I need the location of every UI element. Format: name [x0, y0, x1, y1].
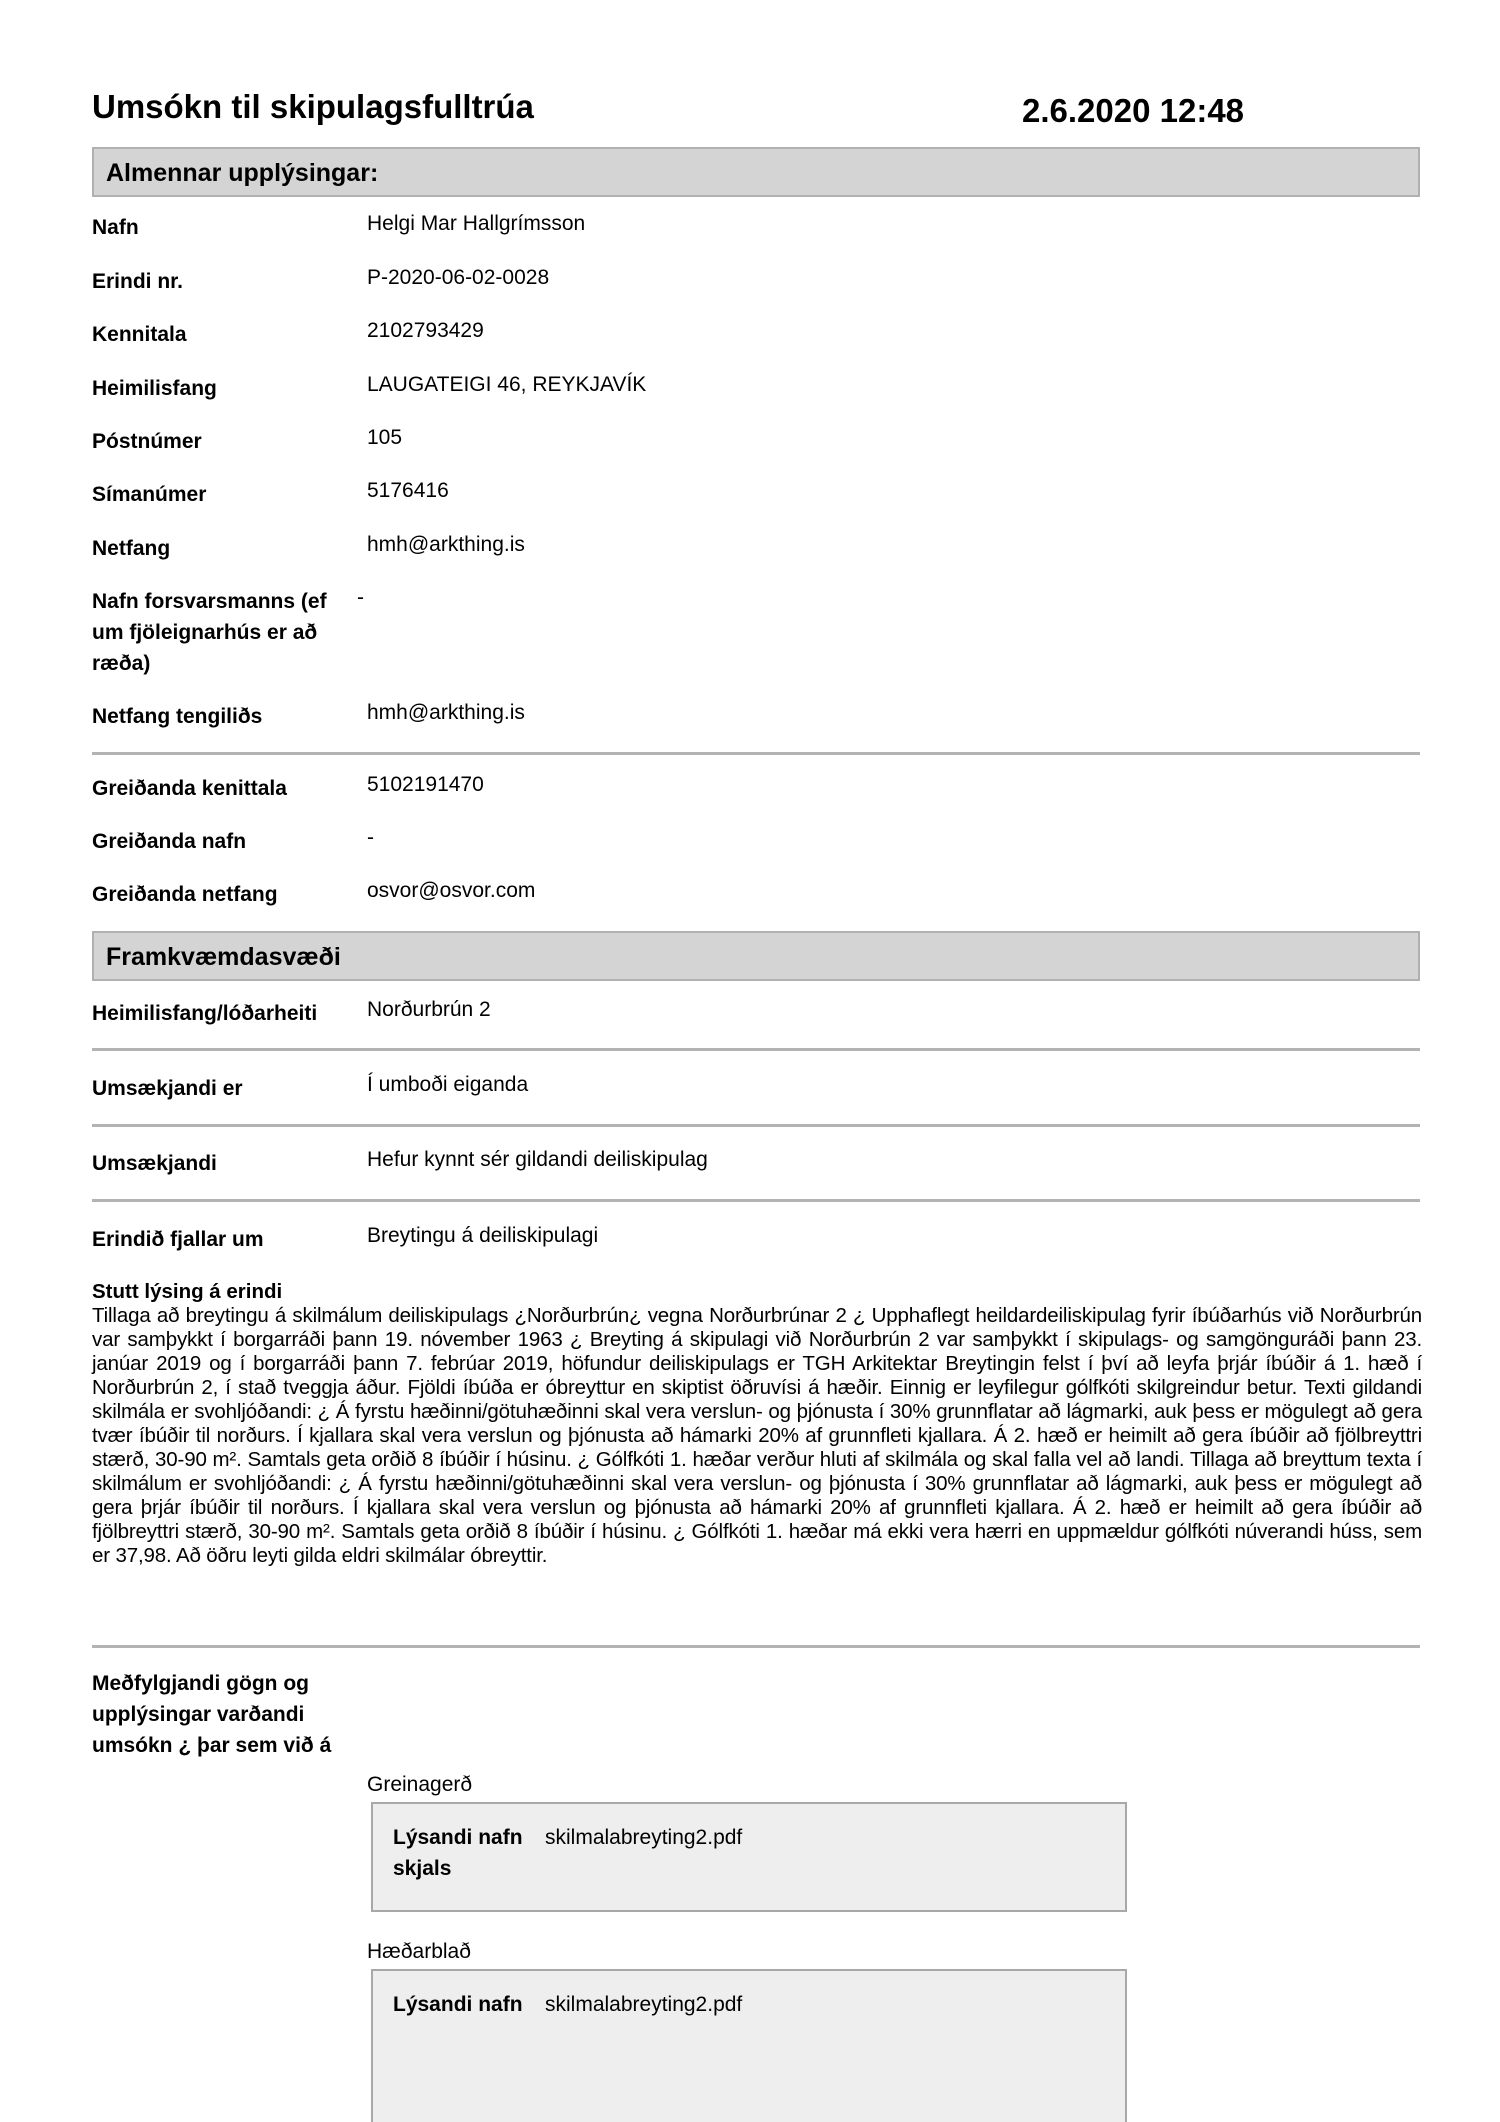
field-label: Umsækjandi: [92, 1152, 217, 1175]
field-label: Greiðanda kenittala: [92, 777, 287, 800]
field-value: 2102793429: [367, 319, 484, 342]
document-datetime: 2.6.2020 12:48: [1022, 92, 1245, 129]
divider: [92, 752, 1420, 755]
field-value: -: [367, 826, 374, 849]
description-label: Stutt lýsing á erindi: [92, 1280, 283, 1303]
field-label: Nafn: [92, 216, 139, 239]
field-value: osvor@osvor.com: [367, 879, 536, 902]
field-value: 105: [367, 426, 403, 449]
attachments-label: Meðfylgjandi gögn og upplýsingar varðandi umsókn ¿ þar sem við á: [92, 1672, 332, 1757]
field-label: Netfang tengiliðs: [92, 705, 263, 728]
description-block: [92, 1280, 1422, 1568]
field-label: Heimilisfang/lóðarheiti: [92, 1002, 318, 1025]
attachment-box: [371, 1802, 1127, 1912]
divider: [92, 1645, 1420, 1648]
field-label: Nafn forsvarsmanns (ef um fjöleignarhús er að ræða): [92, 590, 327, 675]
field-label: Greiðanda netfang: [92, 883, 278, 906]
page-header: [92, 88, 1420, 138]
field-label: Erindi nr.: [92, 270, 184, 293]
attachment-title: Greinagerð: [367, 1773, 473, 1796]
field-value: Í umboði eiganda: [367, 1073, 529, 1096]
attachment-title: Hæðarblað: [367, 1940, 471, 1963]
field-value: hmh@arkthing.is: [367, 701, 525, 724]
field-value: LAUGATEIGI 46, REYKJAVÍK: [367, 373, 647, 396]
section-title: Framkvæmdasvæði: [106, 943, 341, 971]
field-label: Heimilisfang: [92, 377, 217, 400]
description-text: Tillaga að breytingu á skilmálum deiliskipulags ¿Norðurbrún¿ vegna Norðurbrúnar 2 ¿ Upphaflegt heildardeiliskipulag fyrir íbúðarhús við Norðurbrún var samþykkt í borgarráði þann 19. nóvember 1963 ¿ Breyting á skipulagi við Norðurbrún 2 var samþykkt í skipulags- og samgönguráði þann 23. janúar 2019 og í borgarráði þann 7. febrúar 2019, höfundur deiliskipulags er TGH Arkitektar Breytingin felst í því að leyfa þrjár íbúðir á 1. hæð í Norðurbrún 2, í stað tveggja áður. Fjöldi íbúða er óbreyttur en skiptist öðruvísi á hæðir. Einnig er leyfilegur gólfkóti skilgreindur betur. Texti gildandi skilmála er svohljóðandi: ¿ Á fyrstu hæðinni/götuhæðinni skal vera verslun- og þjónusta í 30% grunnflatar að lágmarki, auk þess er mögulegt að gera tvær íbúðir til norðurs. Í kjallara skal vera verslun og þjónusta að hámarki 20% af grunnfleti kjallara. Á 2. hæð er heimilt að gera íbúðir að fjölbreyttri stærð, 30-90 m². Samtals geta orðið 8 íbúðir í húsinu. ¿ Gólfkóti 1. hæðar verður hluti af skilmála og skal falla vel að landi. Tillaga að breyttum texta í skilmálum er svohljóðandi: ¿ Á fyrstu hæðinni/götuhæðinni skal vera verslun- og þjónusta í 30% grunnflatar að lágmarki, auk þess er mögulegt að gera þrjár íbúðir til norðurs. Í kjallara skal vera verslun og þjónusta að hámarki 20% af grunnfleti kjallara. Á 2. hæð er heimilt að gera íbúðir að fjölbreyttri stærð, 30-90 m². Samtals geta orðið 8 íbúðir í húsinu. ¿ Gólfkóti 1. hæðar má ekki vera hærri en uppmældur gólfkóti núverandi húss, sem er 37,98. Að öðru leyti gilda eldri skilmálar óbreyttir.: [92, 1304, 1422, 1567]
attachment-box: [371, 1969, 1127, 2122]
page-title: Umsókn til skipulagsfulltrúa: [92, 88, 534, 125]
field-label: Greiðanda nafn: [92, 830, 247, 853]
section-header-project: [92, 931, 1420, 981]
field-value: -: [357, 586, 364, 609]
attachment-key: Lýsandi nafn: [393, 1993, 523, 2016]
field-value: Breytingu á deiliskipulagi: [367, 1224, 599, 1247]
attachment-filename[interactable]: skilmalabreyting2.pdf: [545, 1993, 743, 2016]
section-title: Almennar upplýsingar:: [106, 159, 379, 187]
field-value: hmh@arkthing.is: [367, 533, 525, 556]
field-label: Erindið fjallar um: [92, 1228, 264, 1251]
field-label: Póstnúmer: [92, 430, 202, 453]
attachment-filename[interactable]: skilmalabreyting2.pdf: [545, 1826, 743, 1849]
section-header-general: [92, 147, 1420, 197]
field-value: 5102191470: [367, 773, 484, 796]
divider: [92, 1124, 1420, 1127]
field-label: Netfang: [92, 537, 171, 560]
field-value: Helgi Mar Hallgrímsson: [367, 212, 586, 235]
field-label: Símanúmer: [92, 483, 207, 506]
field-value: P-2020-06-02-0028: [367, 266, 550, 289]
field-value: Norðurbrún 2: [367, 998, 491, 1021]
field-label: Umsækjandi er: [92, 1077, 243, 1100]
divider: [92, 1199, 1420, 1202]
attachment-key: Lýsandi nafn skjals: [393, 1826, 523, 1880]
field-label: Kennitala: [92, 323, 187, 346]
field-value: Hefur kynnt sér gildandi deiliskipulag: [367, 1148, 708, 1171]
divider: [92, 1048, 1420, 1051]
field-value: 5176416: [367, 479, 449, 502]
